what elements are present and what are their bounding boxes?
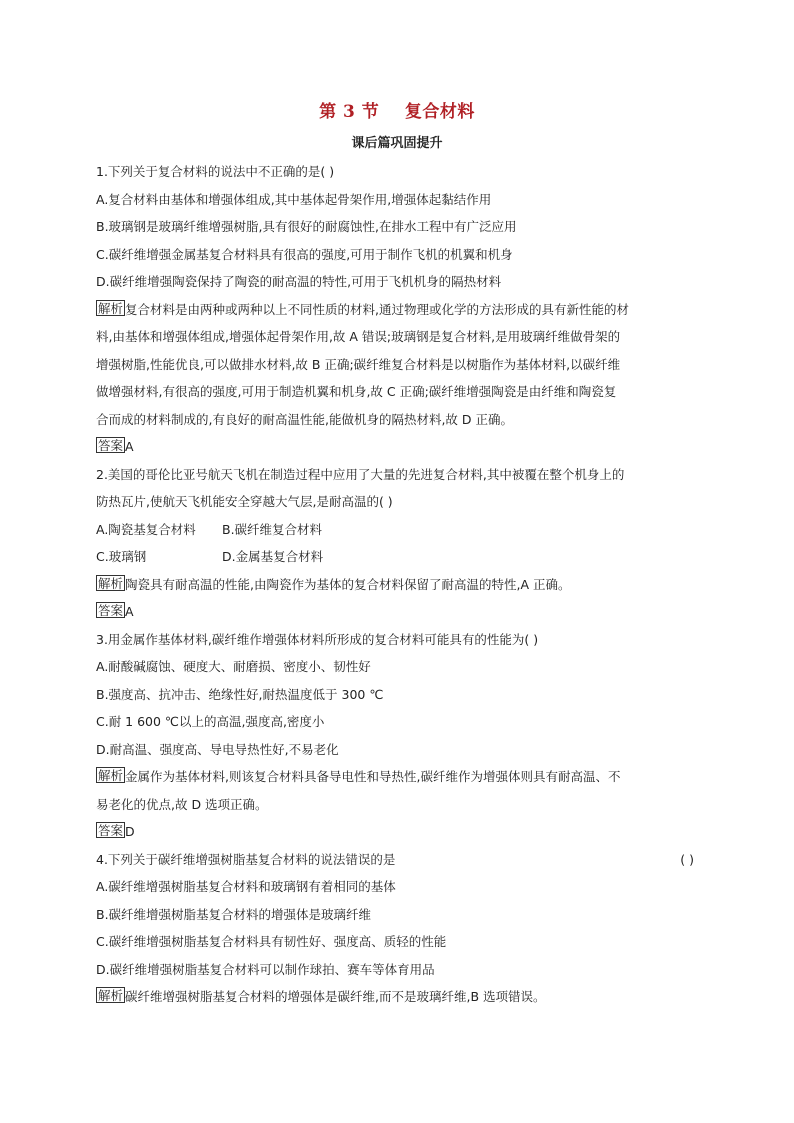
analysis-tag: 解析	[98, 988, 124, 1003]
option-c: C.碳纤维增强树脂基复合材料具有韧性好、强度高、质轻的性能	[96, 934, 447, 949]
option-c: C.耐 1 600 ℃以上的高温,强度高,密度小	[96, 714, 325, 729]
answer-value: D	[125, 824, 135, 839]
analysis-line: 做增强材料,有很高的强度,可用于制造机翼和机身,故 C 正确;碳纤维增强陶瓷是由纤维和陶瓷复	[96, 384, 617, 399]
option-b: B.玻璃钢是玻璃纤维增强树脂,具有很好的耐腐蚀性,在排水工程中有广泛应用	[96, 219, 517, 234]
question-stem: 2.美国的哥伦比亚号航天飞机在制造过程中应用了大量的先进复合材料,其中被覆在整个机身上的	[96, 466, 625, 482]
analysis-tag: 解析	[98, 768, 124, 783]
answer-paren: ( )	[680, 851, 694, 867]
answer-line	[96, 818, 696, 846]
answer-line	[96, 598, 696, 626]
analysis-line: 解析 陶瓷具有耐高温的性能,由陶瓷作为基体的复合材料保留了耐高温的特性,A 正确。	[98, 575, 571, 592]
option-d: D.金属基复合材料	[222, 549, 324, 564]
option-row	[96, 516, 696, 544]
option-a: A.陶瓷基复合材料	[96, 521, 196, 537]
question-3	[96, 626, 696, 846]
option-a: A.碳纤维增强树脂基复合材料和玻璃钢有着相同的基体	[96, 879, 396, 894]
page-title: 第 3 节 复合材料	[319, 102, 475, 122]
answer-tag: 答案	[98, 603, 124, 618]
option-c: C.玻璃钢	[96, 549, 147, 564]
analysis-line: 易老化的优点,故 D 选项正确。	[96, 796, 268, 812]
question-stem: 防热瓦片,使航天飞机能安全穿越大气层,是耐高温的( )	[96, 494, 393, 509]
answer-value: A	[125, 604, 134, 619]
question-stem: 4.下列关于碳纤维增强树脂基复合材料的说法错误的是 ( )	[96, 846, 696, 874]
option-a: A.复合材料由基体和增强体组成,其中基体起骨架作用,增强体起黏结作用	[96, 191, 492, 207]
answer-line	[96, 433, 696, 461]
option-c: C.碳纤维增强金属基复合材料具有很高的强度,可用于制作飞机的机翼和机身	[96, 246, 513, 262]
option-b: B.强度高、抗冲击、绝缘性好,耐热温度低于 300 ℃	[96, 686, 384, 702]
question-stem: 1.下列关于复合材料的说法中不正确的是( )	[96, 164, 335, 179]
section-subtitle: 课后篇巩固提升	[351, 136, 443, 151]
analysis-line: 解析 复合材料是由两种或两种以上不同性质的材料,通过物理或化学的方法形成的具有新性能的材	[98, 300, 629, 317]
question-list	[96, 158, 696, 1011]
analysis-line: 料,由基体和增强体组成,增强体起骨架作用,故 A 错误;玻璃钢是复合材料,是用玻璃纤维做骨架的	[96, 329, 621, 344]
analysis-tag: 解析	[98, 575, 124, 591]
option-d: D.碳纤维增强树脂基复合材料可以制作球拍、赛车等体育用品	[96, 961, 435, 977]
analysis-line: 合而成的材料制成的,有良好的耐高温性能,能做机身的隔热材料,故 D 正确。	[96, 411, 513, 427]
option-b: B.碳纤维复合材料	[222, 521, 323, 537]
answer-value: A	[125, 439, 134, 454]
answer-tag: 答案	[98, 438, 124, 453]
answer-tag: 答案	[98, 823, 124, 838]
question-1	[96, 158, 696, 461]
analysis-line: 解析 碳纤维增强树脂基复合材料的增强体是碳纤维,而不是玻璃纤维,B 选项错误。	[98, 988, 546, 1004]
question-2	[96, 461, 696, 626]
option-d: D.碳纤维增强陶瓷保持了陶瓷的耐高温的特性,可用于飞机机身的隔热材料	[96, 274, 502, 289]
option-b: B.碳纤维增强树脂基复合材料的增强体是玻璃纤维	[96, 906, 372, 922]
analysis-tag: 解析	[98, 300, 124, 316]
analysis-line: 解析 金属作为基体材料,则该复合材料具备导电性和导热性,碳纤维作为增强体则具有耐高温、不	[98, 768, 621, 784]
analysis-line: 增强树脂,性能优良,可以做排水材料,故 B 正确;碳纤维复合材料是以树脂作为基体材料,以碳纤维	[96, 356, 621, 372]
option-d: D.耐高温、强度高、导电导热性好,不易老化	[96, 741, 339, 757]
option-row	[96, 543, 696, 571]
question-4	[96, 846, 696, 1011]
question-stem: 3.用金属作基体材料,碳纤维作增强体材料所形成的复合材料可能具有的性能为( )	[96, 631, 539, 647]
option-a: A.耐酸碱腐蚀、硬度大、耐磨损、密度小、韧性好	[96, 659, 371, 674]
